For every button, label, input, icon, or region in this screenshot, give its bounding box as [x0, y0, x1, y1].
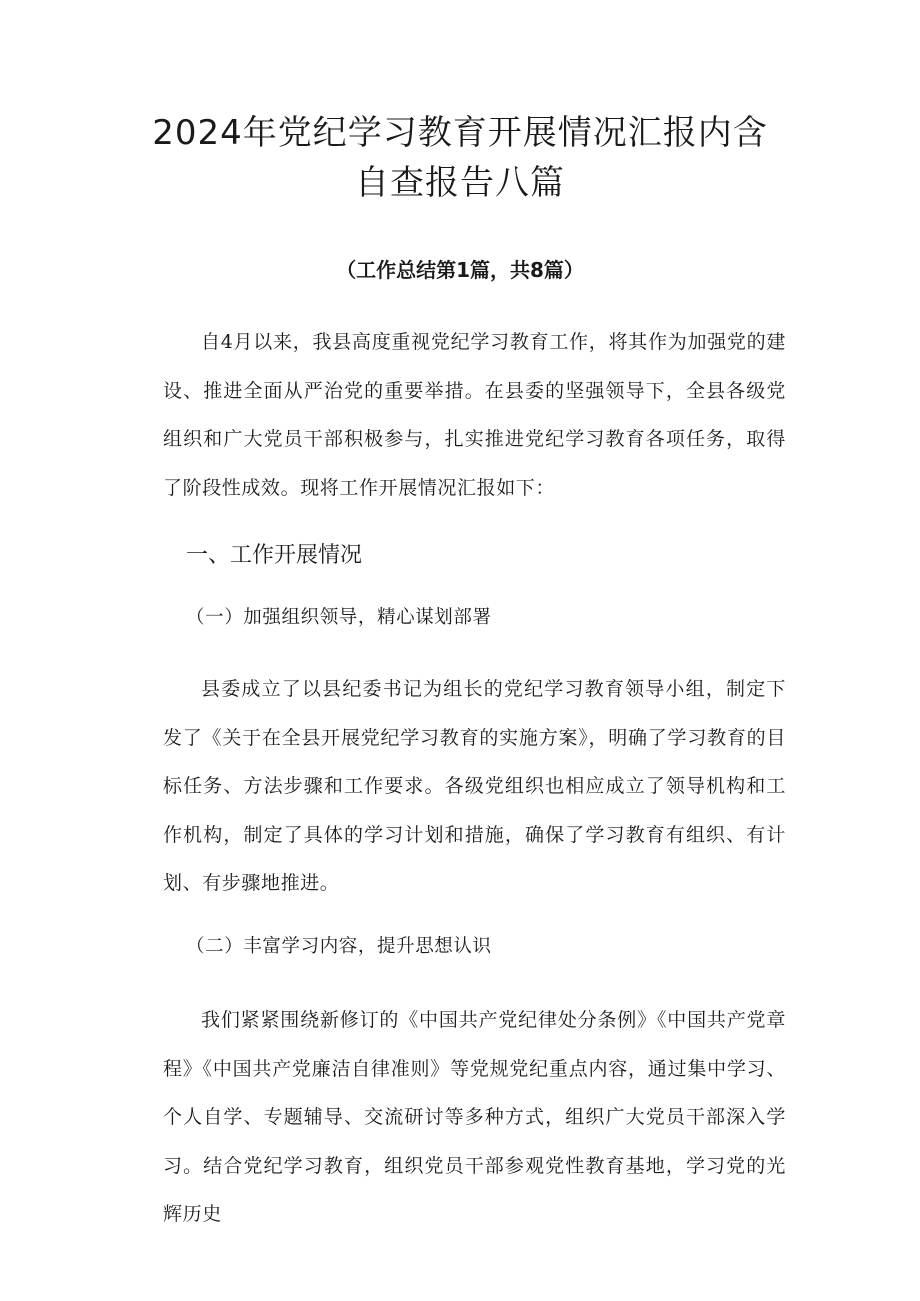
subsection-paragraph-1: 县委成立了以县纪委书记为组长的党纪学习教育领导小组，制定下发了《关于在全县开展党纪学习教育的实施方案》，明确了学习教育的目标任务、方法步骤和工作要求。各级党组织也相应成立了领导机构和工作机构，制定了具体的学习计划和措施，确保了学习教育有组织、有计划、有步骤地推进。 [163, 678, 786, 894]
intro-paragraph: 自4月以来，我县高度重视党纪学习教育工作，将其作为加强党的建设、推进全面从严治党的重要举措。在县委的坚强领导下，全县各级党组织和广大党员干部积极参与，扎实推进党纪学习教育各项任务，取得了阶段性成效。现将工作开展情况汇报如下： [163, 331, 786, 499]
subsection-paragraph-2: 我们紧紧围绕新修订的《中国共产党纪律处分条例》《中国共产党章程》《中国共产党廉洁自律准则》等党规党纪重点内容，通过集中学习、个人自学、专题辅导、交流研讨等多种方式，组织广大党员干部深入学习。结合党纪学习教育，组织党员干部参观党性教育基地，学习党的光辉历史 [163, 1009, 786, 1225]
subsection-heading-2: （二）丰富学习内容，提升思想认识 [186, 936, 492, 957]
section-heading-work-progress: 一、工作开展情况 [186, 543, 363, 568]
document-subtitle: （工作总结第1篇，共8篇） [336, 258, 584, 282]
subsection-heading-1: （一）加强组织领导，精心谋划部署 [186, 607, 492, 628]
document-title: 2024年党纪学习教育开展情况汇报内含自查报告八篇 [152, 113, 768, 203]
